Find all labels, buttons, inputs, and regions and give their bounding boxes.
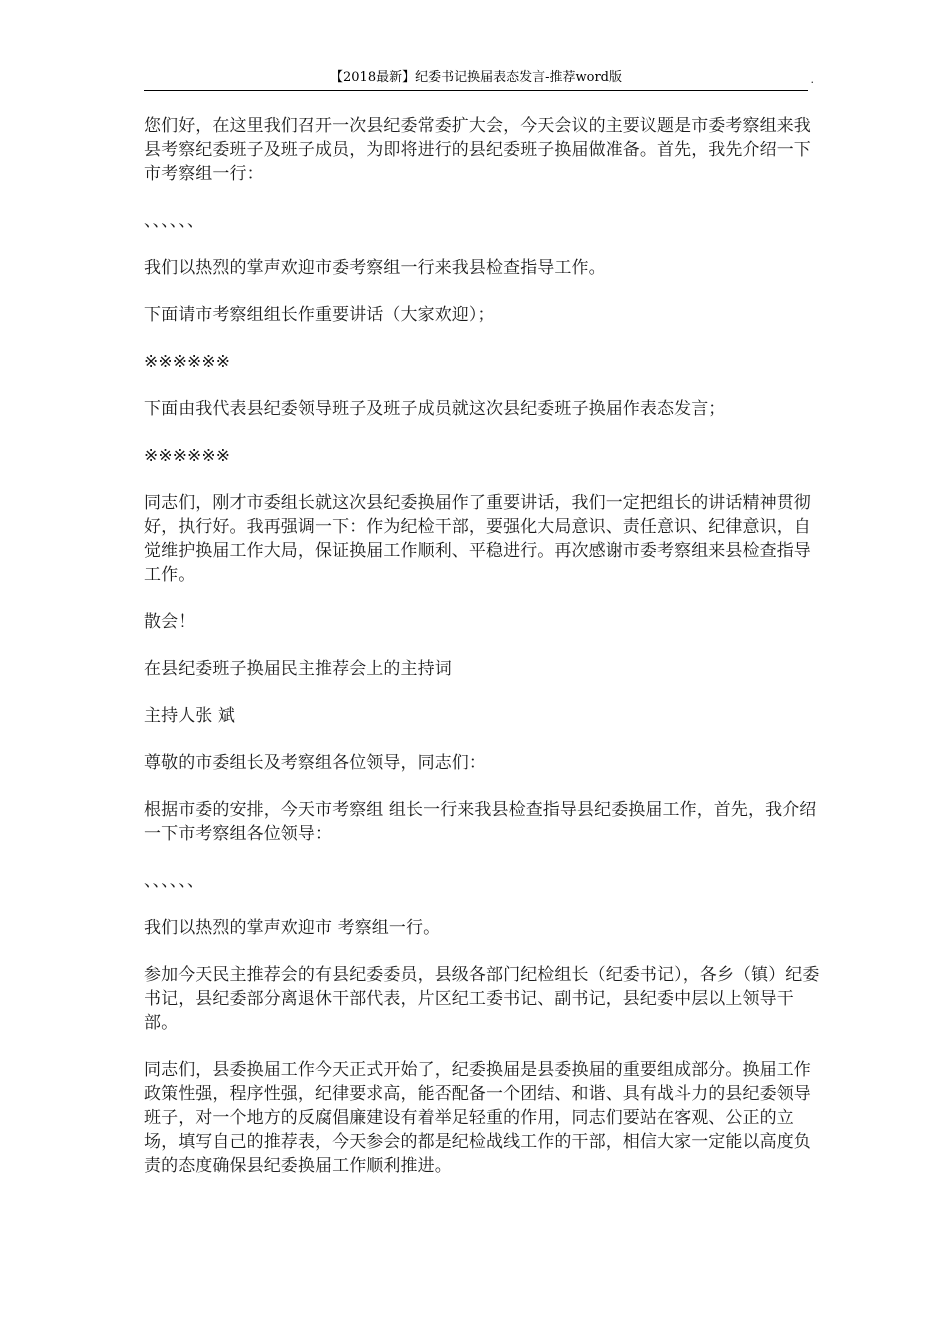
paragraph-adjourn: 散会！ — [144, 612, 196, 632]
paragraph-statement-intro: 下面由我代表县纪委领导班子及班子成员就这次县纪委班子换届作表态发言； — [144, 399, 726, 419]
section-title: 在县纪委班子换届民主推荐会上的主持词 — [144, 659, 452, 679]
page-header — [144, 66, 814, 91]
paragraph-final: 同志们，县委换届工作今天正式开始了，纪委换届是县委换届的重要组成部分。换届工作政策性强，程序性强，纪律要求高，能否配备一个团结、和谐、具有战斗力的县纪委领导班子，对一个地方的反腐倡廉建设有着举足轻重的作用，同志们要站在客观、公正的立场，填写自己的推荐表，今天参会的都是纪检战线工作的干部，相信大家一定能以高度负责的态度确保县纪委换届工作顺利推进。 — [144, 1060, 811, 1176]
paragraph-list-placeholder-2: 、、、、、、 — [144, 871, 205, 891]
paragraph-welcome-2: 我们以热烈的掌声欢迎市 考察组一行。 — [144, 918, 441, 938]
paragraph-arrangement: 根据市委的安排，今天市考察组 组长一行来我县检查指导县纪委换届工作，首先，我介绍一下市考察组各位领导： — [144, 800, 817, 844]
presenter-line: 主持人张 斌 — [144, 706, 236, 726]
paragraph-omitted-1: ※※※※※※ — [144, 352, 231, 372]
paragraph-greeting: 您们好，在这里我们召开一次县纪委常委扩大会，今天会议的主要议题是市委考察组来我县考察纪委班子及班子成员，为即将进行的县纪委班子换届做准备。首先，我先介绍一下市考察组一行： — [144, 116, 811, 184]
paragraph-invite-speech: 下面请市考察组组长作重要讲话（大家欢迎）； — [144, 305, 495, 325]
paragraph-welcome: 我们以热烈的掌声欢迎市委考察组一行来我县检查指导工作。 — [144, 258, 606, 278]
paragraph-list-placeholder: 、、、、、、 — [144, 211, 205, 231]
paragraph-omitted-2: ※※※※※※ — [144, 446, 231, 466]
paragraph-salutation: 尊敬的市委组长及考察组各位领导，同志们： — [144, 753, 486, 773]
header-title: 【2018最新】纪委书记换届表态发言-推荐word版 — [330, 70, 622, 85]
document-body — [144, 114, 824, 1201]
paragraph-attendees: 参加今天民主推荐会的有县纪委委员，县级各部门纪检组长（纪委书记），各乡（镇）纪委书记，县纪委部分离退休干部代表，片区纪工委书记、副书记，县纪委中层以上领导干部。 — [144, 965, 820, 1033]
header-mark: . — [810, 73, 814, 86]
paragraph-closing-remarks: 同志们，刚才市委组长就这次县纪委换届作了重要讲话，我们一定把组长的讲话精神贯彻好，执行好。我再强调一下：作为纪检干部，要强化大局意识、责任意识、纪律意识，自觉维护换届工作大局，保证换届工作顺利、平稳进行。再次感谢市委考察组来县检查指导工作。 — [144, 493, 811, 585]
